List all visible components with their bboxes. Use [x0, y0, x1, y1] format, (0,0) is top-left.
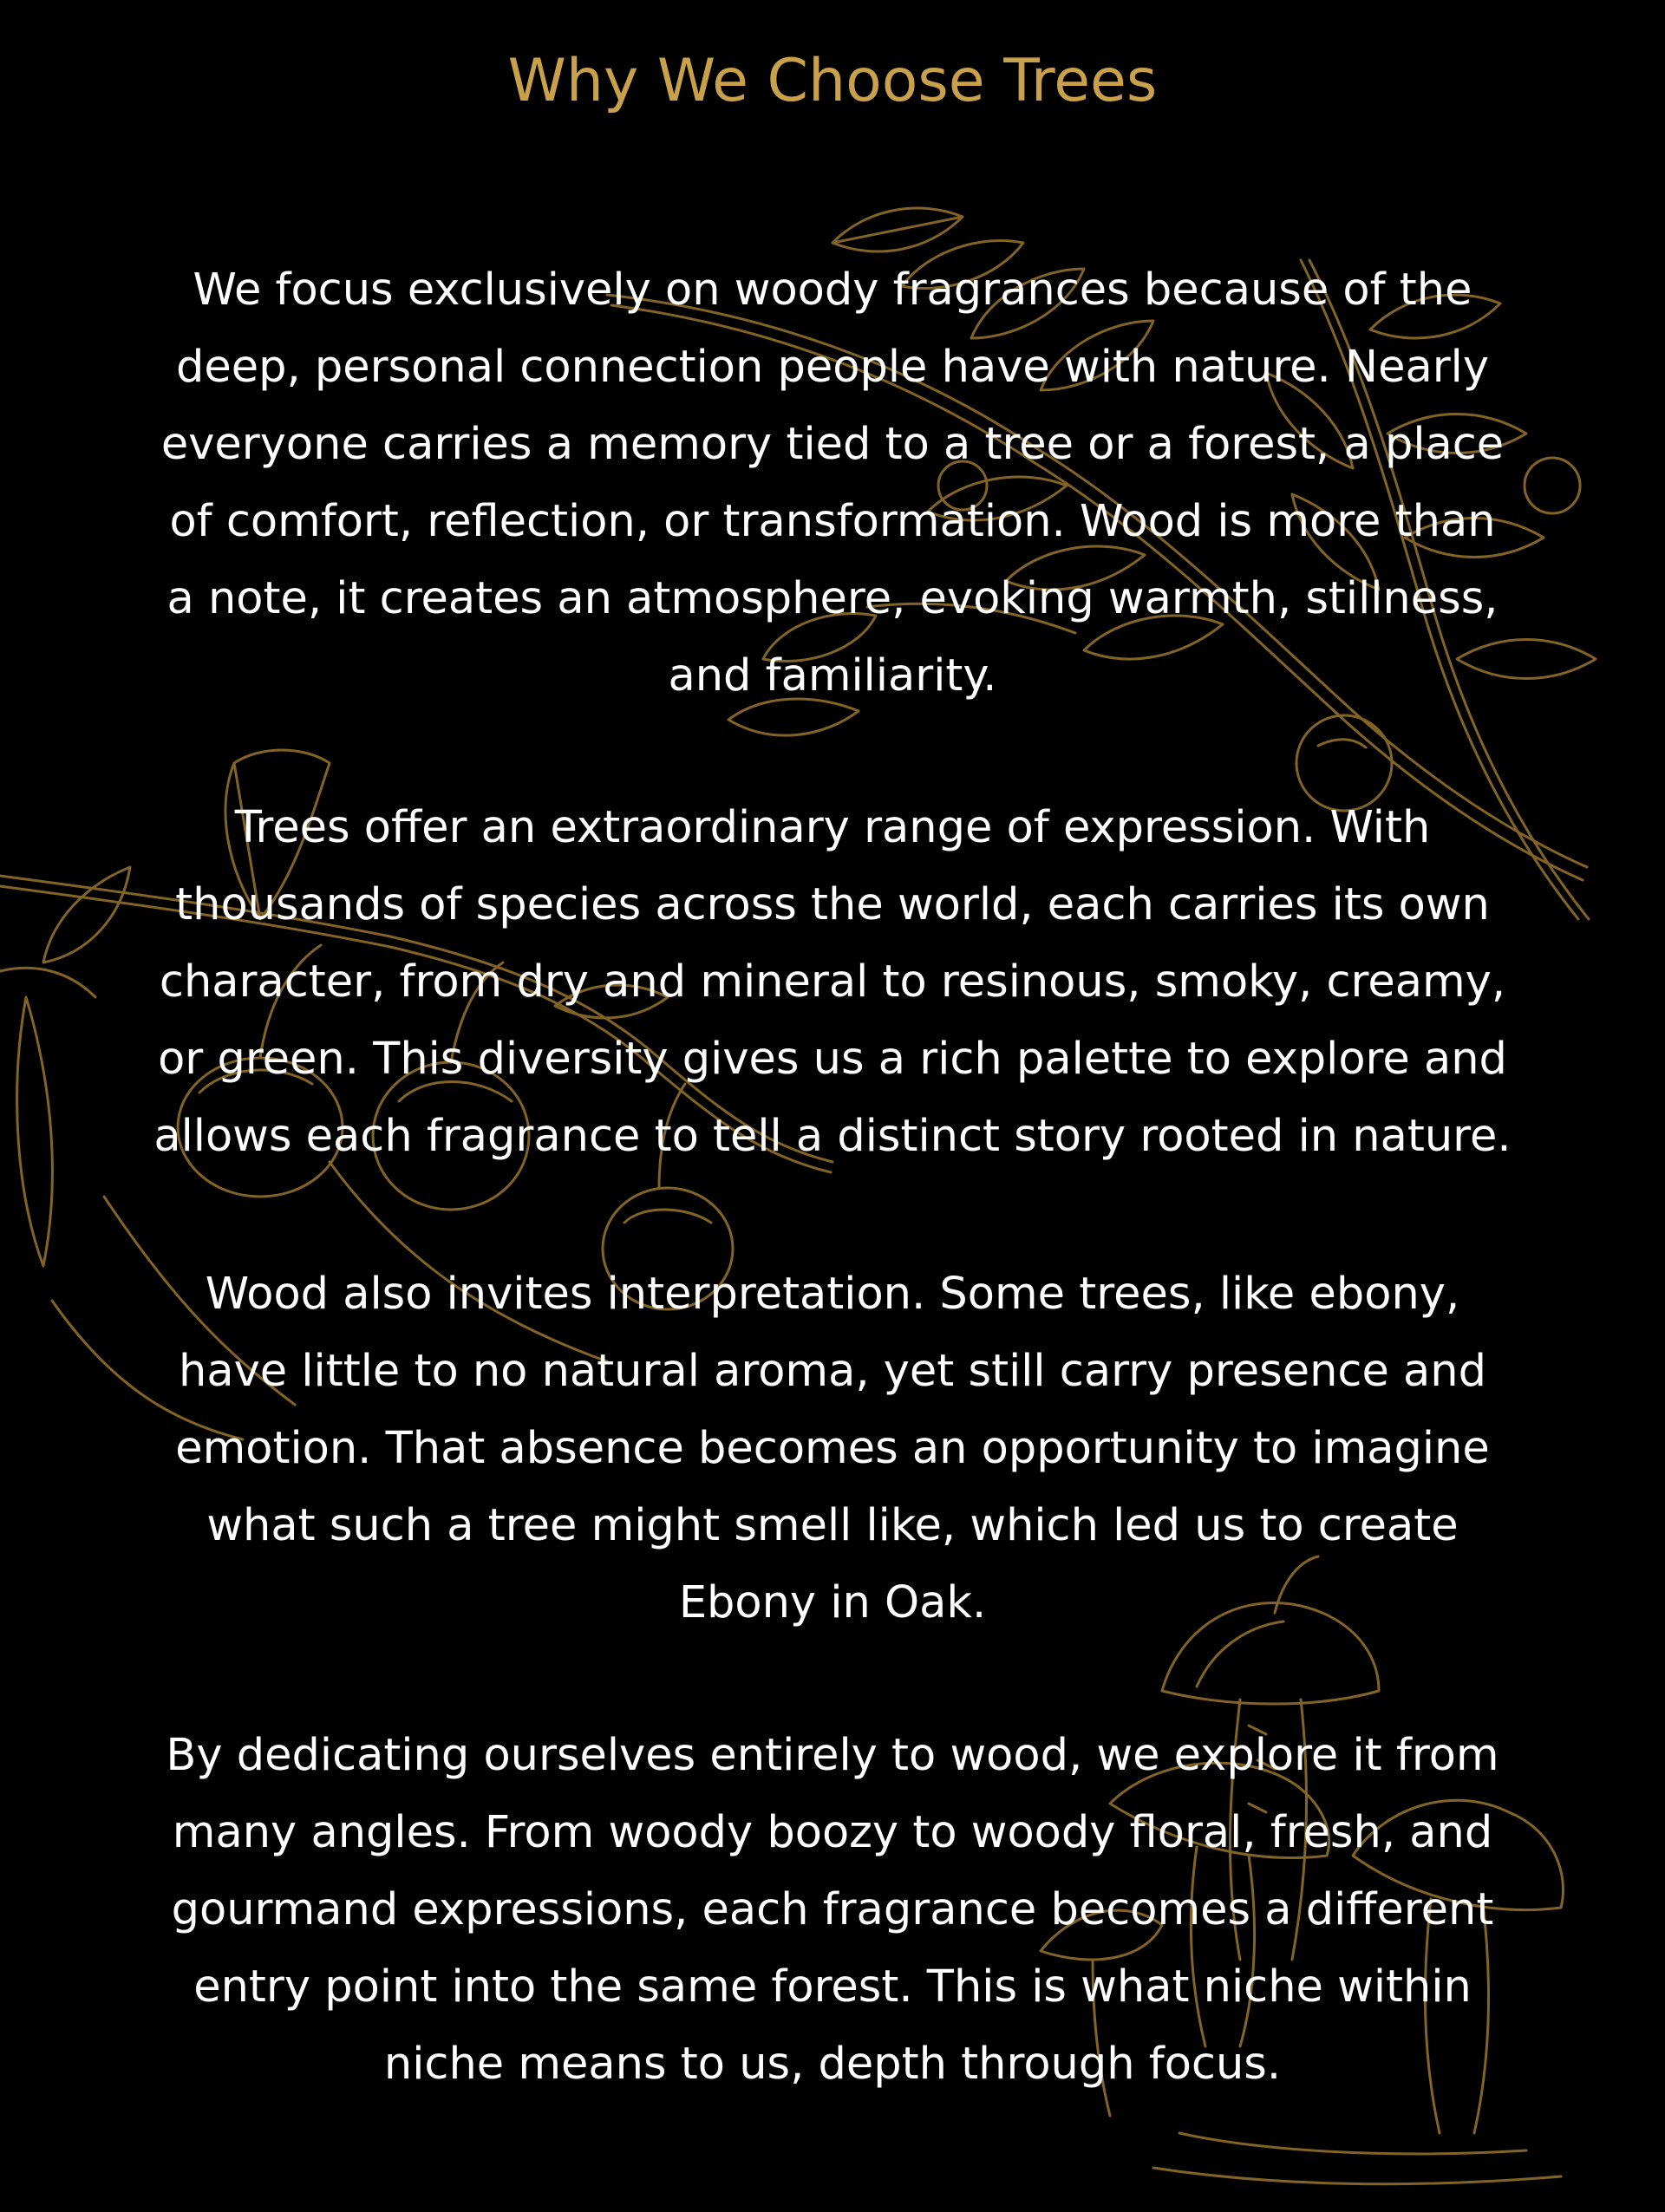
- paragraph-range: Trees offer an extraordinary range of expression. With thousands of species across the world, each carries its own character, from dry and mineral to resinous, smoky, creamy, or green. This diversity gives us a rich palette to explore and allows each fragrance to tell a distinct story rooted in nature.: [153, 802, 1512, 1162]
- paragraph-connection: We focus exclusively on woody fragrances because of the deep, personal connection people have with nature. Nearly everyone carries a memory tied to a tree or a forest, a place of comfort, reflection, or transformation. Wood is more than a note, it creates an atmosphere, evoking warmth, stillness, and familiarity.: [160, 264, 1505, 701]
- paragraph-dedication: By dedicating ourselves entirely to wood, we explore it from many angles. From woody boozy to woody floral, fresh, and gourmand expressions, each fragrance becomes a different entry point into the same forest. This is what niche within niche means to us, depth through focus.: [166, 1730, 1499, 2090]
- page-title: Why We Choose Trees: [507, 47, 1158, 115]
- paragraph-interpretation: Wood also invites interpretation. Some trees, like ebony, have little to no natural aroma, yet still carry presence and emotion. That absence becomes an opportunity to imagine what such a tree might smell like, which led us to create Ebony in Oak.: [175, 1269, 1490, 1628]
